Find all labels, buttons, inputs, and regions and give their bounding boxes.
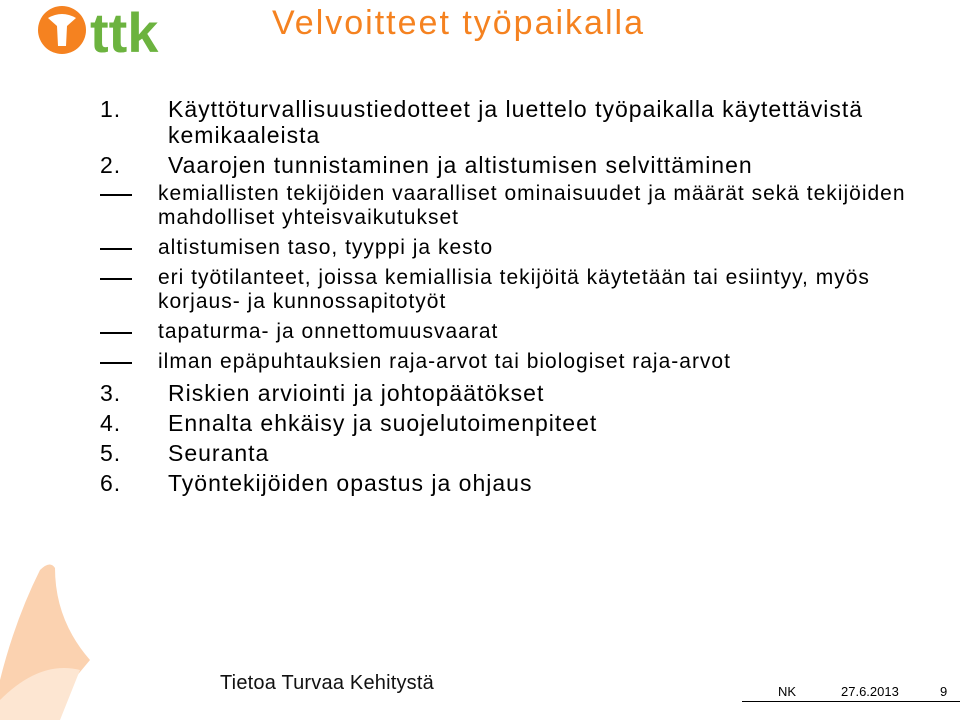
dash-bullet: [100, 332, 132, 334]
list-item-6: [100, 470, 930, 496]
list-text: Seuranta: [168, 440, 270, 466]
footer-date: 27.6.2013: [841, 684, 899, 699]
footer-page-number: 9: [940, 684, 948, 699]
list-text: Riskien arviointi ja johtopäätökset: [168, 380, 545, 406]
sub-item-3: [48, 266, 948, 314]
dash-bullet: [100, 248, 132, 250]
list-number: 3.: [100, 380, 122, 406]
sub-item-text: kemiallisten tekijöiden vaaralliset ominaisuudet ja määrät sekä tekijöiden mahdolliset yhteisvaikutukset: [158, 182, 906, 229]
logo-text: ttk: [90, 2, 159, 60]
list-number: 6.: [100, 470, 122, 496]
slide-title: Velvoitteet työpaikalla: [272, 4, 645, 42]
list-item-2: [100, 152, 930, 178]
list-item-1: [100, 96, 930, 148]
list-number: 1.: [100, 96, 122, 122]
sub-item-text: ilman epäpuhtauksien raja-arvot tai biologiset raja-arvot: [158, 350, 731, 373]
sub-item-5: [48, 350, 948, 374]
slide-content: [100, 96, 930, 500]
list-text: Vaarojen tunnistaminen ja altistumisen selvittäminen: [168, 152, 753, 178]
list-text: Työntekijöiden opastus ja ohjaus: [168, 470, 533, 496]
list-text: Käyttöturvallisuustiedotteet ja luettelo työpaikalla käytettävistä kemikaaleista: [168, 96, 864, 148]
decorative-swoosh: [0, 560, 960, 720]
list-item-5: [100, 440, 930, 466]
footer-tagline: Tietoa Turvaa Kehitystä: [220, 672, 434, 694]
list-number: 4.: [100, 410, 122, 436]
sub-item-text: tapaturma- ja onnettomuusvaarat: [158, 320, 499, 343]
sub-item-2: [48, 236, 948, 260]
list-number: 5.: [100, 440, 122, 466]
dash-bullet: [100, 278, 132, 280]
dash-bullet: [100, 362, 132, 364]
sub-item-1: [48, 182, 948, 230]
dash-bullet: [100, 194, 132, 196]
list-item-4: [100, 410, 930, 436]
footer-author: NK: [778, 684, 797, 699]
list-item-3: [100, 380, 930, 406]
sub-item-text: eri työtilanteet, joissa kemiallisia tekijöitä käytetään tai esiintyy, myös korjaus- ja kunnossapitotyöt: [158, 266, 870, 313]
sub-item-4: [48, 320, 948, 344]
list-number: 2.: [100, 152, 122, 178]
sub-item-text: altistumisen taso, tyyppi ja kesto: [158, 236, 494, 259]
ttk-logo: [36, 2, 188, 60]
footer-divider: [742, 701, 960, 702]
list-text: Ennalta ehkäisy ja suojelutoimenpiteet: [168, 410, 598, 436]
